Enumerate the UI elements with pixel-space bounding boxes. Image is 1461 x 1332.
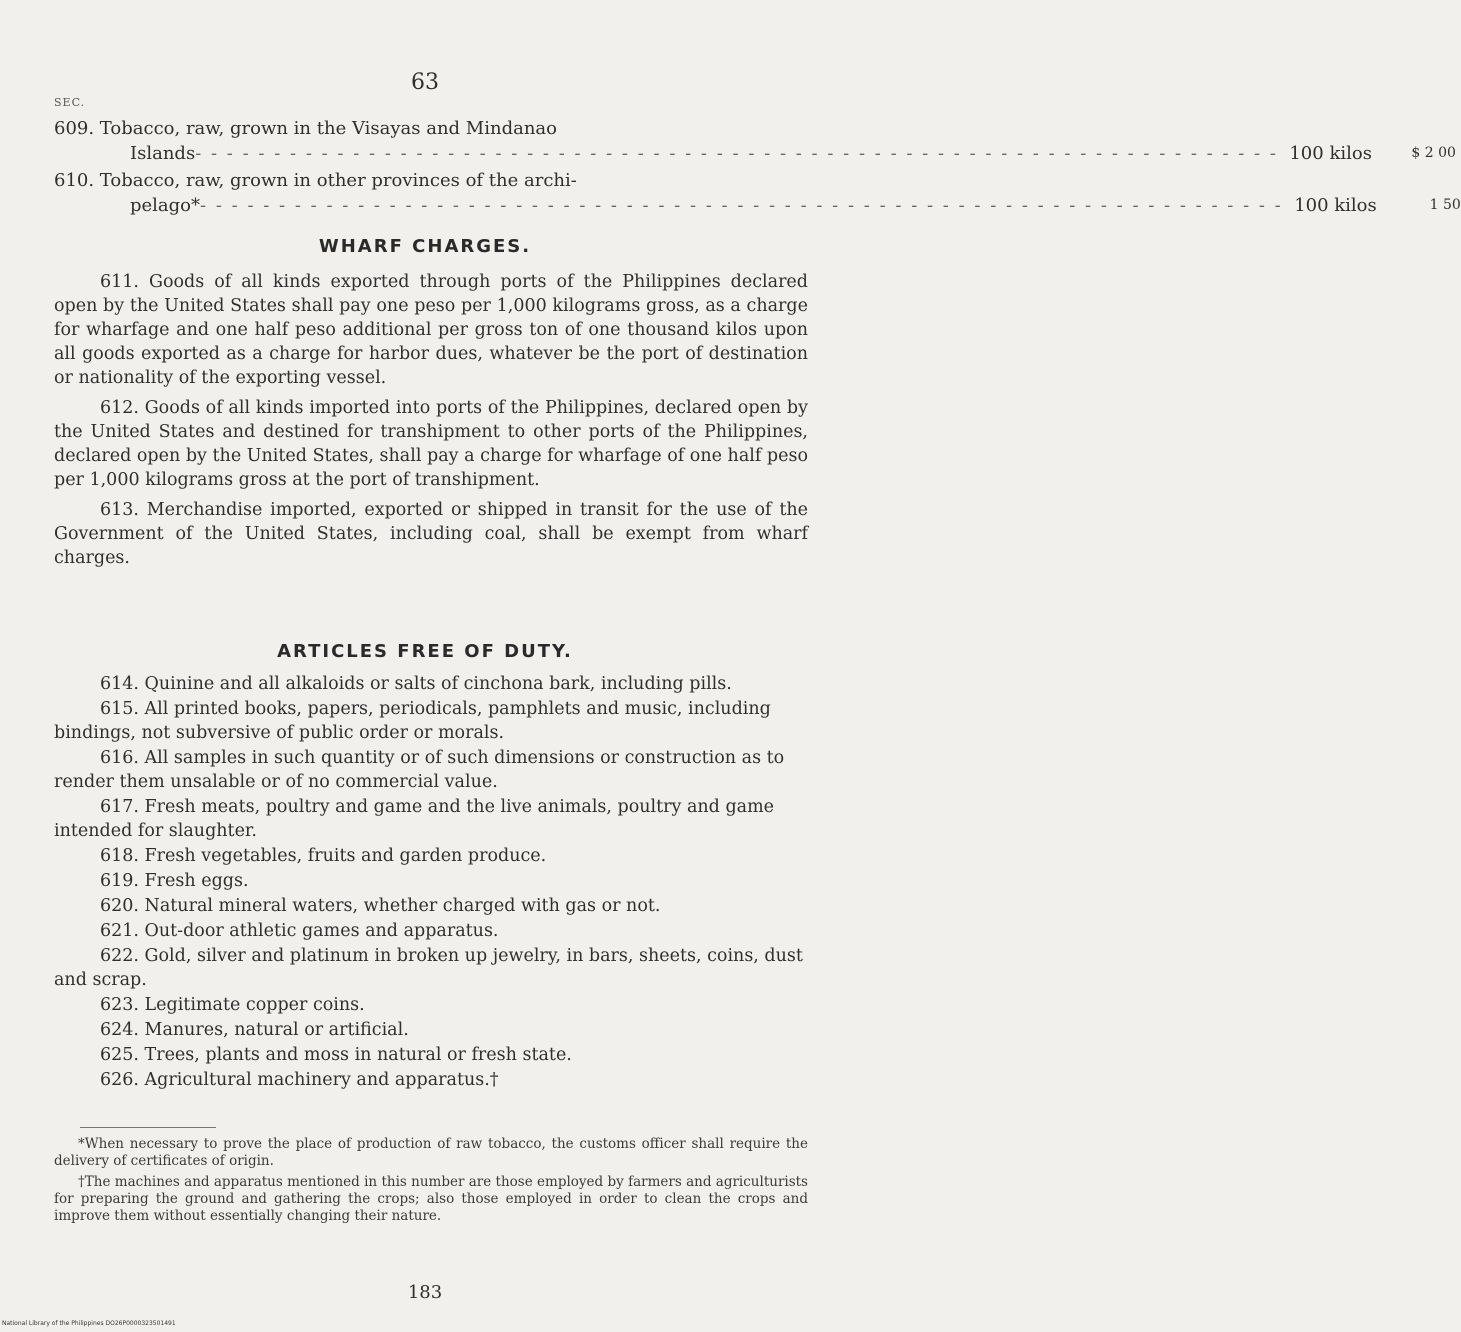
tariff-item-rate: 1 50 <box>1429 197 1461 213</box>
list-item: 624. Manures, natural or artificial. <box>100 1020 409 1040</box>
list-item: 616. All samples in such quantity or of such dimensions or construction as to render them unsalable or of no commercial value. <box>54 748 785 792</box>
list-item: 625. Trees, plants and moss in natural or fresh state. <box>100 1045 572 1065</box>
heading-articles-free: ARTICLES FREE OF DUTY. <box>277 641 573 662</box>
page-number-top: 63 <box>411 70 439 95</box>
paragraph: 612. Goods of all kinds imported into ports of the Philippines, declared open by the United States and destined for transhipment to other ports of the Philippines, declared open by the United States, shall pay a charge for wharfage of one half peso per 1,000 kilograms gross at the port of transhipment. <box>54 398 808 490</box>
tariff-item-line1: 609. Tobacco, raw, grown in the Visayas and Mindanao <box>54 118 557 139</box>
list-item: 618. Fresh vegetables, fruits and garden produce. <box>100 846 547 866</box>
wharf-section <box>54 270 808 570</box>
free-articles-list <box>54 672 808 1093</box>
list-item: 620. Natural mineral waters, whether charged with gas or not. <box>100 896 661 916</box>
tariff-item <box>54 168 1461 218</box>
footnote-divider <box>80 1127 216 1128</box>
tariff-item-line2: pelago* <box>130 195 201 216</box>
leader-dots: - - - - - - - - - - - - - - - - - - - - - - - - - - - - - - - - - - - - - - - - - - - - - - - - - - - - - - - - - - - - - - - - - - - - - <box>195 143 1278 164</box>
tariff-item-line2: Islands <box>130 143 196 164</box>
tariff-item-unit: 100 kilos <box>1294 195 1377 216</box>
leader-dots: - - - - - - - - - - - - - - - - - - - - - - - - - - - - - - - - - - - - - - - - - - - - - - - - - - - - - - - - - - - - - - - - - - - - - <box>200 195 1283 216</box>
footnotes <box>54 1136 808 1229</box>
tariff-item-line1: 610. Tobacco, raw, grown in other provinces of the archi- <box>54 170 577 191</box>
list-item: 621. Out-door athletic games and apparatus. <box>100 921 499 941</box>
paragraph: 611. Goods of all kinds exported through ports of the Philippines declared open by the United States shall pay one peso per 1,000 kilograms gross, as a charge for wharfage and one half peso additional per gross ton of one thousand kilos upon all goods exported as a charge for harbor dues, whatever be the port of destination or nationality of the exporting vessel. <box>54 272 808 388</box>
list-item: 617. Fresh meats, poultry and game and the live animals, poultry and game intended for slaughter. <box>54 797 775 841</box>
heading-wharf-charges: WHARF CHARGES. <box>318 236 532 257</box>
list-item: 619. Fresh eggs. <box>100 871 249 891</box>
list-item: 614. Quinine and all alkaloids or salts of cinchona bark, including pills. <box>100 674 732 694</box>
tariff-item-rate: $ 2 00 <box>1411 145 1456 161</box>
list-item: 626. Agricultural machinery and apparatus.† <box>100 1070 499 1090</box>
paragraph: 613. Merchandise imported, exported or shipped in transit for the use of the Government of the United States, including coal, shall be exempt from wharf charges. <box>54 500 808 568</box>
library-imprint: National Library of the Philippines DO26P0000323501491 <box>2 1320 176 1327</box>
tariff-item <box>54 116 1456 166</box>
section-label: SEC. <box>54 96 86 109</box>
list-item: 622. Gold, silver and platinum in broken up jewelry, in bars, sheets, coins, dust and scrap. <box>54 946 803 990</box>
footnote: †The machines and apparatus mentioned in this number are those employed by farmers and agriculturists for preparing the ground and gathering the crops; also those employed in order to clean the crops and improve them without essentially changing their nature. <box>54 1174 808 1224</box>
list-item: 623. Legitimate copper coins. <box>100 995 365 1015</box>
tariff-item-unit: 100 kilos <box>1289 143 1372 164</box>
footnote: *When necessary to prove the place of production of raw tobacco, the customs officer shall require the delivery of certificates of origin. <box>54 1136 808 1169</box>
page-number-bottom: 183 <box>407 1282 443 1303</box>
list-item: 615. All printed books, papers, periodicals, pamphlets and music, including bindings, not subversive of public order or morals. <box>54 699 771 743</box>
